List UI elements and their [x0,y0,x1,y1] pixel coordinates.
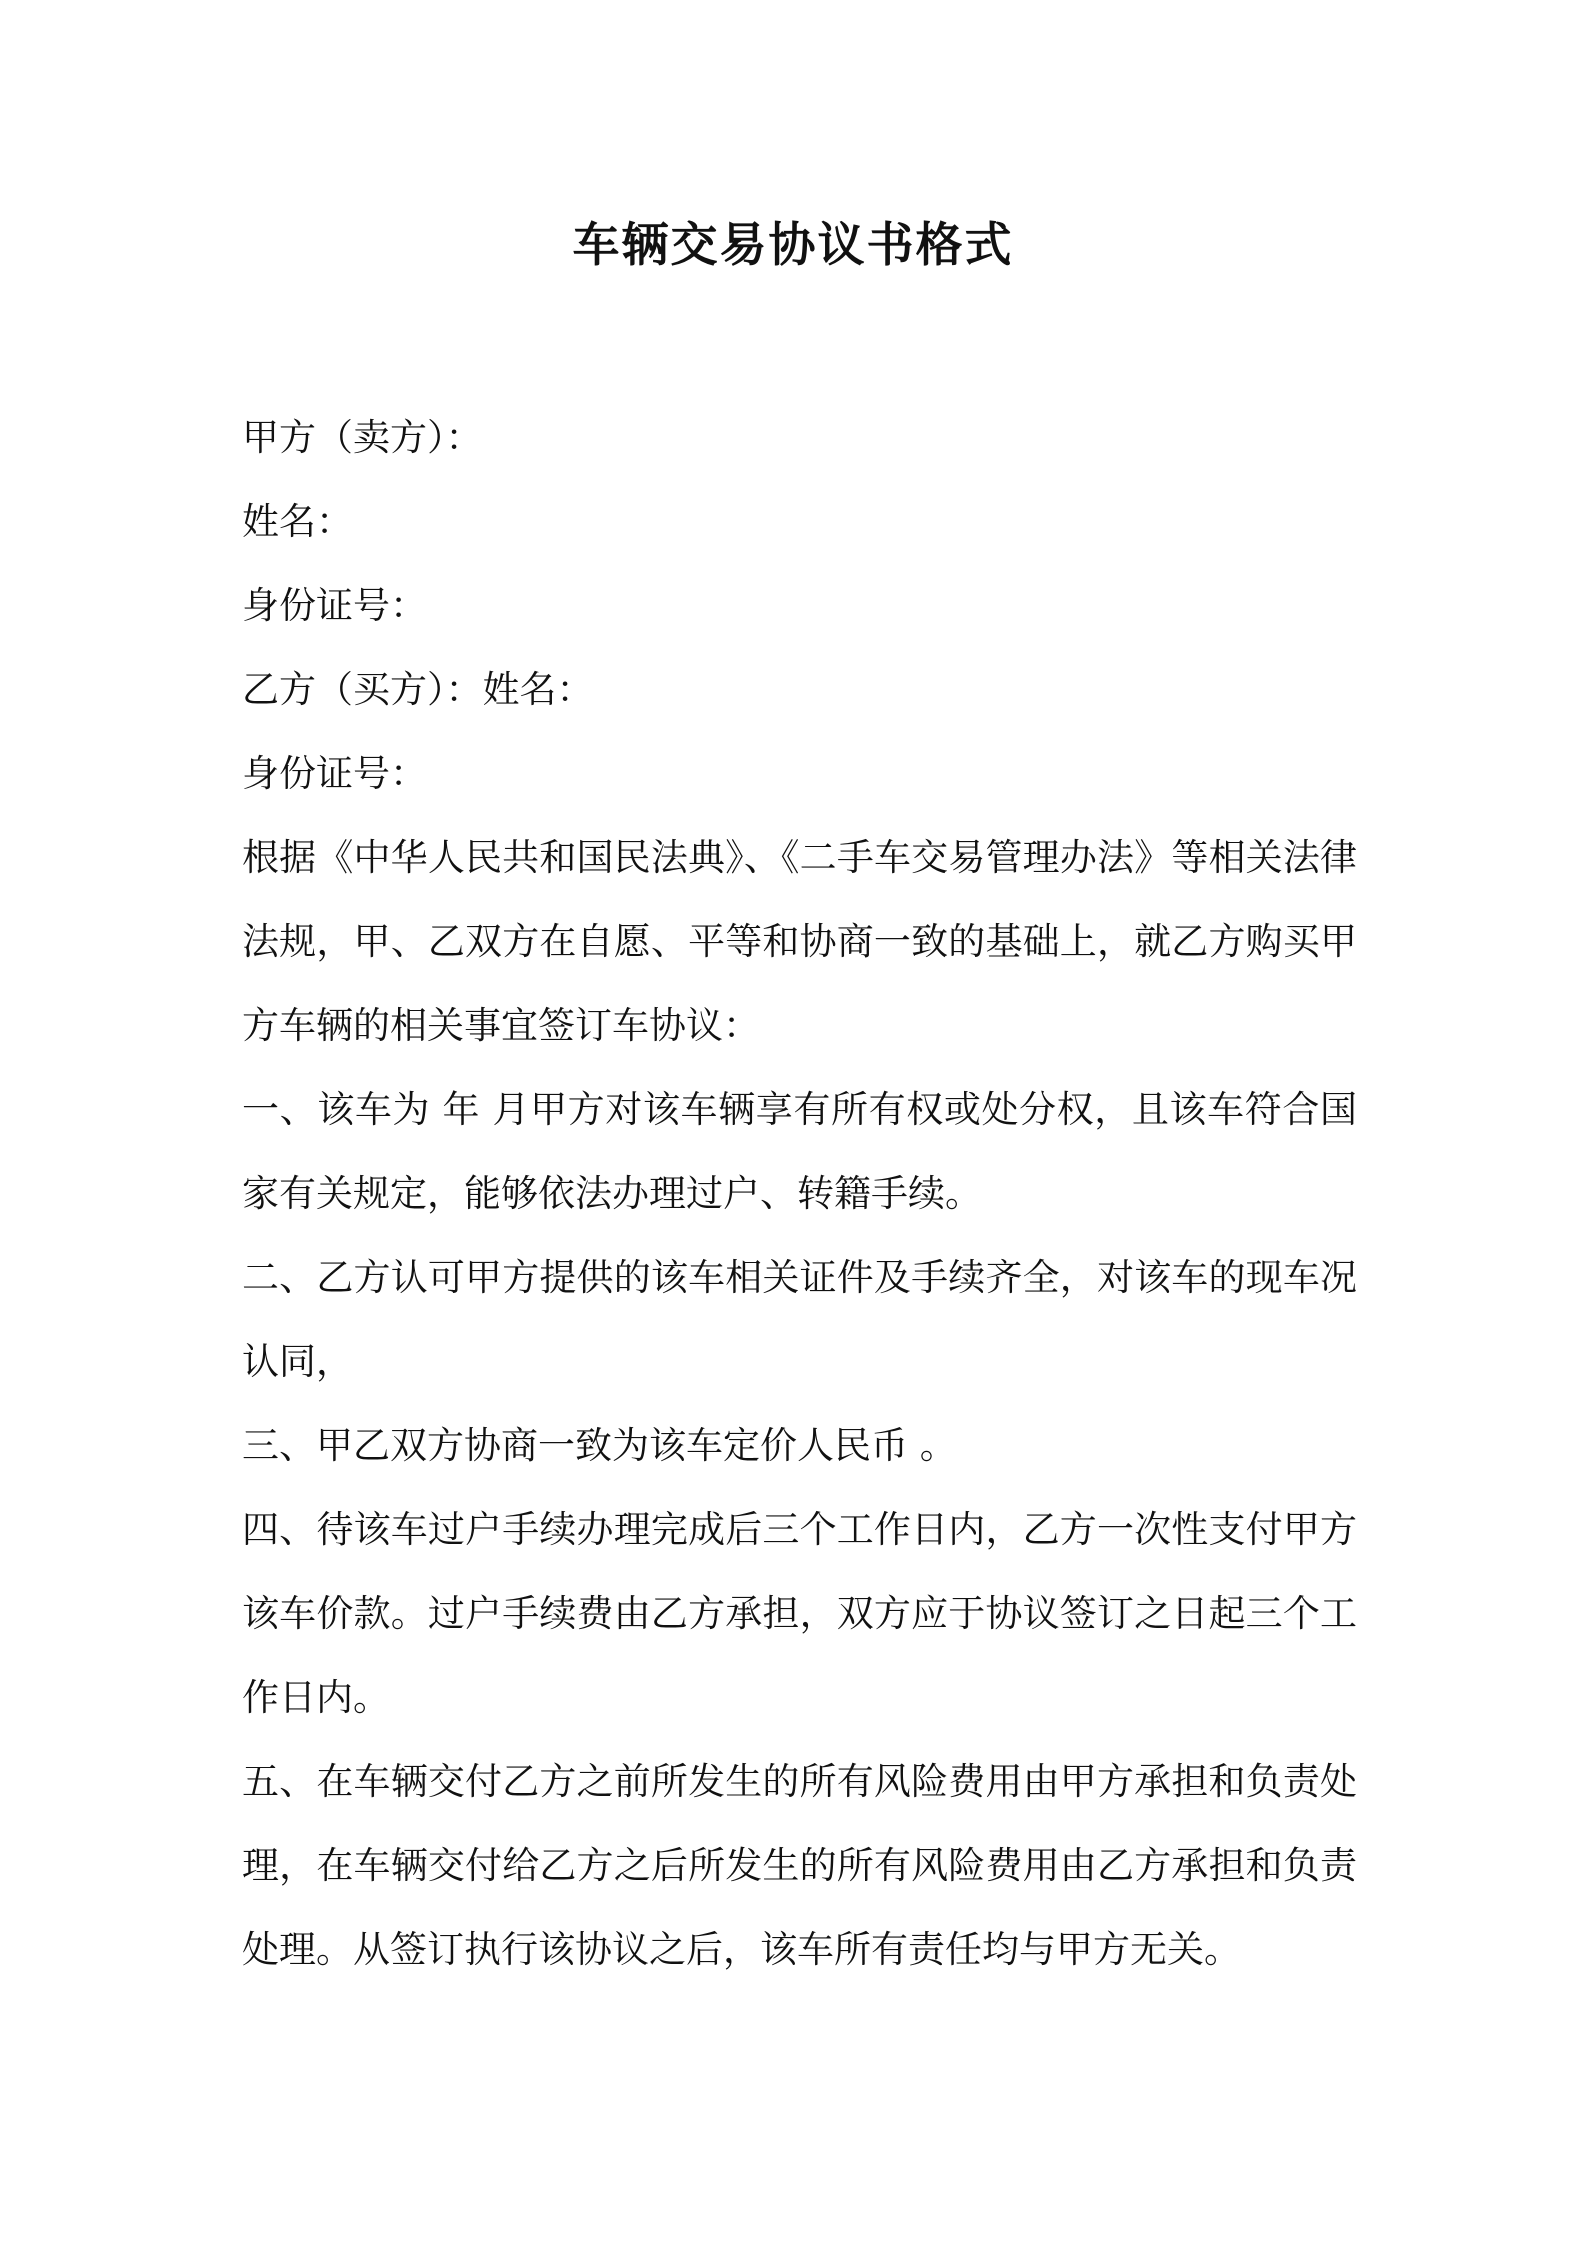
party-a-heading: 甲方（卖方）： [242,416,483,459]
clause-5: 五、在车辆交付乙方之前所发生的所有风险费用由甲方承担和负责处理，在车辆交付给乙方之后所发生的所有风险费用由乙方承担和负责处理。从签订执行该协议之后，该车所有责任均与甲方无关。 [242,1760,1357,1971]
document-body [242,396,1357,1992]
clause-1: 一、该车为 年 月甲方对该车辆享有所有权或处分权，且该车符合国家有关规定，能够依法办理过户、转籍手续。 [242,1088,1357,1215]
party-b-id-field: 身份证号： [242,752,427,795]
clause-3: 三、甲乙双方协商一致为该车定价人民币 。 [242,1424,957,1467]
document-title: 车辆交易协议书格式 [572,218,1014,273]
preamble-paragraph: 根据《中华人民共和国民法典》、《二手车交易管理办法》等相关法律法规，甲、乙双方在自愿、平等和协商一致的基础上，就乙方购买甲方车辆的相关事宜签订车协议： [242,836,1357,1047]
party-b-heading: 乙方（买方）：姓名： [242,668,594,711]
party-a-name-field: 姓名： [242,500,353,543]
party-a-id-field: 身份证号： [242,584,427,627]
clause-4: 四、待该车过户手续办理完成后三个工作日内，乙方一次性支付甲方该车价款。过户手续费由乙方承担，双方应于协议签订之日起三个工作日内。 [242,1508,1357,1719]
clause-2: 二、乙方认可甲方提供的该车相关证件及手续齐全，对该车的现车况认同， [242,1256,1357,1383]
